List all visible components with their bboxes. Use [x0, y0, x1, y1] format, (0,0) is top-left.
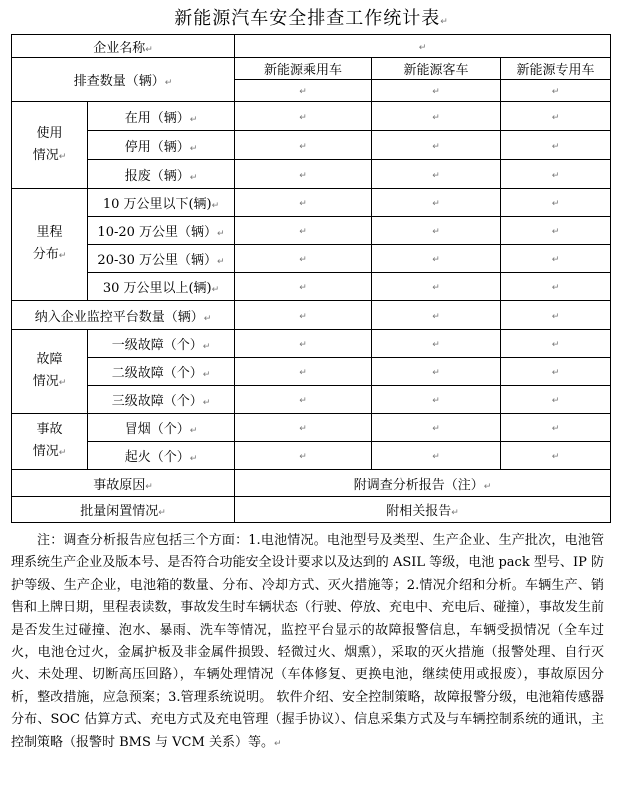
cell[interactable]: ↵	[372, 358, 501, 386]
label-company-name: 企业名称↵	[12, 35, 235, 58]
statistics-table	[11, 34, 611, 523]
label-idle: 批量闲置情况↵	[12, 497, 235, 523]
cell[interactable]: ↵	[372, 273, 501, 301]
cell[interactable]: ↵	[235, 131, 372, 160]
label-in-use: 在用（辆）↵	[88, 102, 235, 131]
group-accident: 事故 情况↵	[12, 414, 88, 470]
label-inspection-count: 排查数量（辆）↵	[12, 58, 235, 102]
cell-cause[interactable]: 附调查分析报告（注）↵	[235, 470, 611, 497]
label-suspended: 停用（辆）↵	[88, 131, 235, 160]
row-fire	[12, 442, 611, 470]
cell[interactable]: ↵	[235, 189, 372, 217]
row-monitoring	[12, 301, 611, 330]
row-mileage-20-30	[12, 245, 611, 273]
row-company-name	[12, 35, 611, 58]
row-mileage-over30	[12, 273, 611, 301]
cell[interactable]: ↵	[372, 386, 501, 414]
cell[interactable]: ↵	[235, 245, 372, 273]
cell[interactable]: ↵	[501, 102, 611, 131]
label-scrapped: 报废（辆）↵	[88, 160, 235, 189]
cell[interactable]: ↵	[372, 301, 501, 330]
cell-inspection-passenger[interactable]: ↵	[235, 80, 372, 102]
cell-inspection-bus[interactable]: ↵	[372, 80, 501, 102]
label-fire: 起火（个）↵	[88, 442, 235, 470]
row-smoke	[12, 414, 611, 442]
cell[interactable]: ↵	[501, 330, 611, 358]
footnote: 注：调查分析报告应包括三个方面：1.电池情况。电池型号及类型、生产企业、生产批次，电池管理系统生产企业及版本号、是否符合功能安全设计要求以及达到的 ASIL 等级，电池 pack 型号、IP 防护等级、生产企业，电池箱的数量、分布、冷却方式、灭火措施等；2.情况介绍和分析。车辆生产、销售和上牌日期，里程表读数，事故发生时车辆状态（行驶、停放、充电中、充电后、碰撞），事故发生前是否发生过碰撞、泡水、暴雨、洗车等情况，监控平台显示的故障报警信息，车辆受损情况（全车过火，电池仓过火，金属护板及非金属件损毁、轻微过火、烟熏），采取的灭火措施（报警处理、自行灭火、未处理、切断高压回路），车辆处理情况（车体修复、更换电池，继续使用或报废），事故原因分析，整改措施，应急预案；3.管理系统说明。 软件介绍、安全控制策略，故障报警分级，电池箱传感器分布、SOC 估算方式、充电方式及充电管理（握手协议）、信息采集方式及与车辆控制系统的通讯，主控制策略（报警时 BMS 与 VCM 关系）等。↵	[11, 533, 604, 750]
cell[interactable]: ↵	[235, 273, 372, 301]
cell[interactable]: ↵	[235, 442, 372, 470]
row-cause	[12, 470, 611, 497]
row-inspection-header	[12, 58, 611, 80]
row-idle	[12, 497, 611, 523]
group-mileage: 里程 分布↵	[12, 189, 88, 301]
page-title: 新能源汽车安全排查工作统计表↵	[174, 8, 449, 29]
cell[interactable]: ↵	[372, 414, 501, 442]
cell[interactable]: ↵	[235, 217, 372, 245]
cell[interactable]: ↵	[235, 386, 372, 414]
cell-inspection-special[interactable]: ↵	[501, 80, 611, 102]
cell-company-name[interactable]: ↵	[235, 35, 611, 58]
label-monitoring: 纳入企业监控平台数量（辆）↵	[12, 301, 235, 330]
col-header-bus: 新能源客车	[372, 58, 501, 80]
cell[interactable]: ↵	[501, 217, 611, 245]
row-mileage-10-20	[12, 217, 611, 245]
cell[interactable]: ↵	[372, 442, 501, 470]
label-fault3: 三级故障（个）↵	[88, 386, 235, 414]
cell[interactable]: ↵	[235, 160, 372, 189]
cell[interactable]: ↵	[372, 160, 501, 189]
cell-idle[interactable]: 附相关报告↵	[235, 497, 611, 523]
cell[interactable]: ↵	[235, 358, 372, 386]
label-mileage-20-30: 20-30 万公里（辆）↵	[88, 245, 235, 273]
row-mileage-under10	[12, 189, 611, 217]
cell[interactable]: ↵	[501, 442, 611, 470]
cell[interactable]: ↵	[501, 358, 611, 386]
cell[interactable]: ↵	[501, 414, 611, 442]
cell[interactable]: ↵	[501, 189, 611, 217]
label-cause: 事故原因↵	[12, 470, 235, 497]
cell[interactable]: ↵	[235, 414, 372, 442]
group-usage: 使用 情况↵	[12, 102, 88, 189]
cell[interactable]: ↵	[372, 131, 501, 160]
cell[interactable]: ↵	[372, 102, 501, 131]
row-fault1	[12, 330, 611, 358]
row-suspended	[12, 131, 611, 160]
cell[interactable]: ↵	[372, 189, 501, 217]
cell[interactable]: ↵	[501, 301, 611, 330]
row-scrapped	[12, 160, 611, 189]
cell[interactable]: ↵	[501, 245, 611, 273]
cell[interactable]: ↵	[501, 160, 611, 189]
label-fault2: 二级故障（个）↵	[88, 358, 235, 386]
row-in-use	[12, 102, 611, 131]
col-header-passenger: 新能源乘用车	[235, 58, 372, 80]
group-fault: 故障 情况↵	[12, 330, 88, 414]
label-mileage-over30: 30 万公里以上(辆)↵	[88, 273, 235, 301]
label-mileage-under10: 10 万公里以下(辆)↵	[88, 189, 235, 217]
cell[interactable]: ↵	[235, 102, 372, 131]
cell[interactable]: ↵	[501, 131, 611, 160]
cell[interactable]: ↵	[501, 386, 611, 414]
cell[interactable]: ↵	[235, 330, 372, 358]
paragraph-mark: ↵	[440, 17, 449, 27]
label-fault1: 一级故障（个）↵	[88, 330, 235, 358]
cell[interactable]: ↵	[235, 301, 372, 330]
paragraph-mark: ↵	[273, 738, 282, 749]
cell[interactable]: ↵	[501, 273, 611, 301]
cell[interactable]: ↵	[372, 245, 501, 273]
label-mileage-10-20: 10-20 万公里（辆）↵	[88, 217, 235, 245]
label-smoke: 冒烟（个）↵	[88, 414, 235, 442]
cell[interactable]: ↵	[372, 217, 501, 245]
col-header-special: 新能源专用车	[501, 58, 611, 80]
cell[interactable]: ↵	[372, 330, 501, 358]
row-fault2	[12, 358, 611, 386]
row-fault3	[12, 386, 611, 414]
